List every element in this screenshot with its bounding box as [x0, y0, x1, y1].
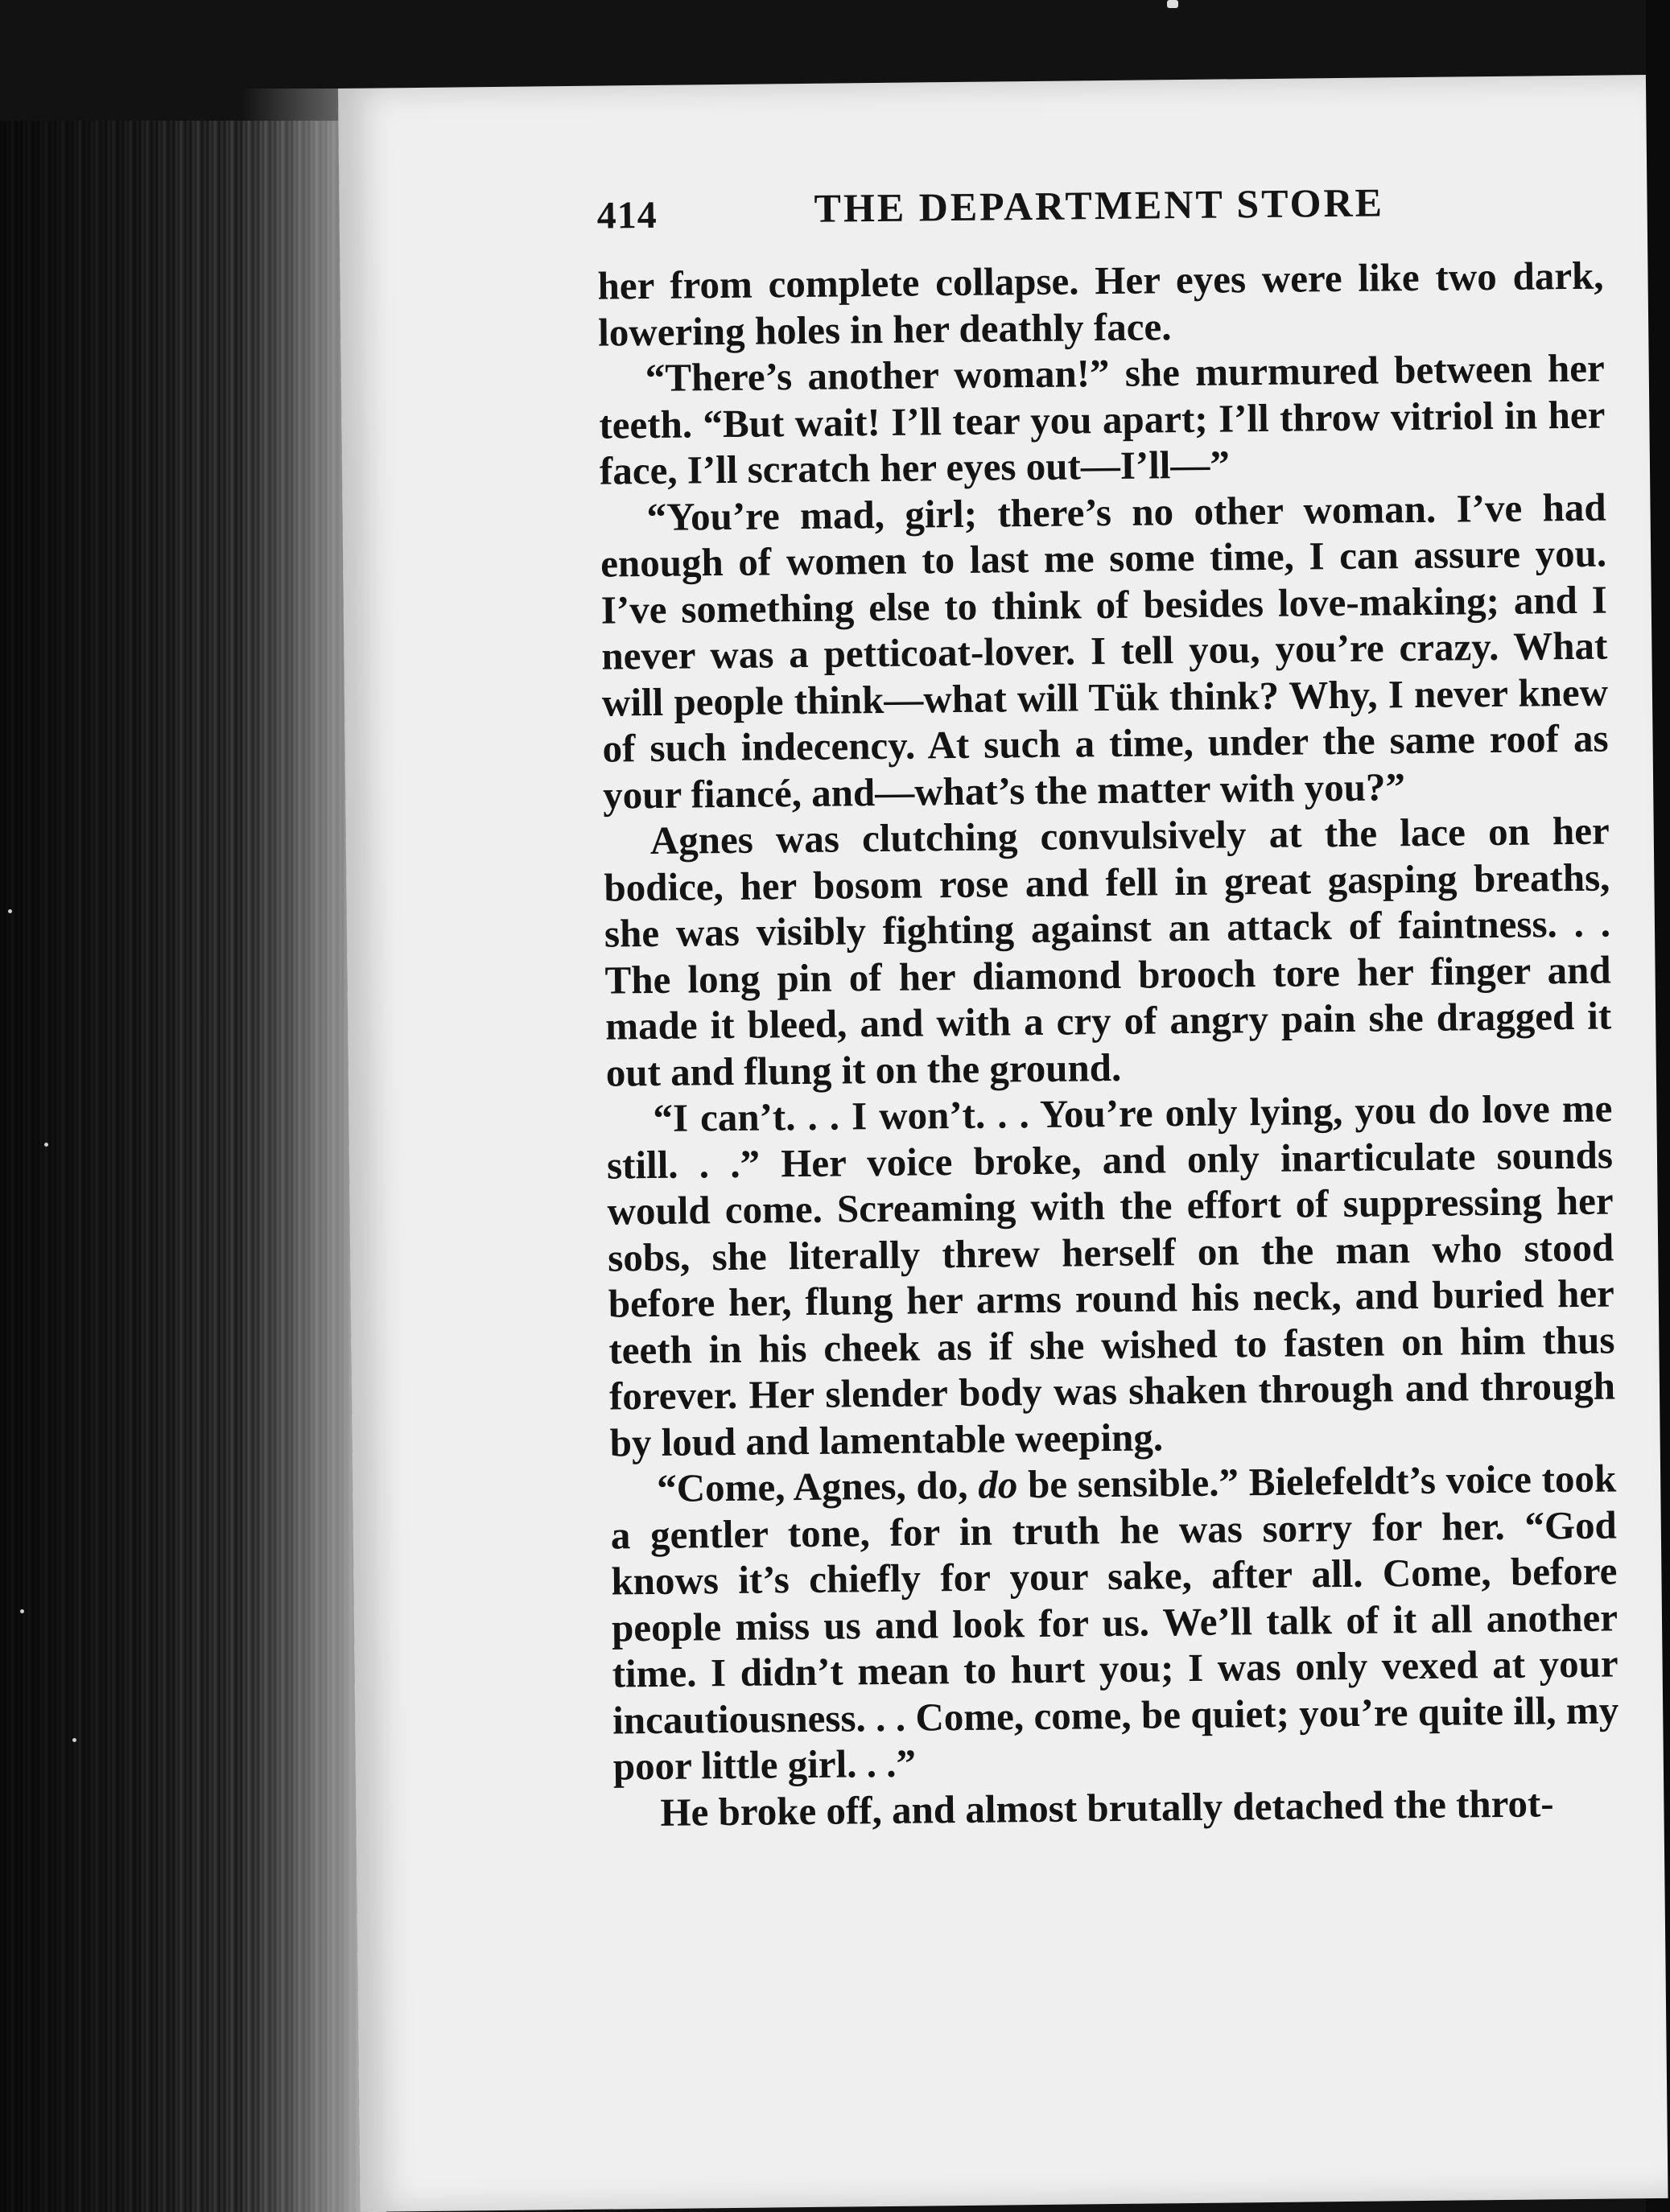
running-head: THE DEPARTMENT STORE	[814, 179, 1385, 231]
speck	[8, 909, 12, 913]
speck	[44, 1143, 48, 1147]
speck	[72, 1738, 76, 1742]
book-page	[338, 75, 1668, 2212]
paragraph: her from complete collapse. Her eyes were like two dark, lowering holes in her deathly face.	[597, 253, 1604, 355]
page-number: 414	[596, 193, 658, 237]
paragraph: “You’re mad, girl; there’s no other woman. I’ve had enough of women to last me some time, I can assure you. I’ve something else to think of besides love-making; and I never was a petticoat-lover. I tell you, you’re crazy. What will people think—what will Tük think? Why, I never knew of such indecency. At such a time, under the same roof as your fiancé, and—what’s the matter with you?”	[600, 484, 1609, 818]
italic-emphasis: do	[977, 1462, 1018, 1507]
page-header	[596, 173, 1507, 239]
paragraph-text: “Come, Agnes, do,	[656, 1462, 979, 1510]
speck	[20, 1609, 24, 1613]
paragraph: Agnes was clutching convulsively at the lace on her bodice, her bosom rose and fell in great gasping breaths, she was visibly fighting against an attack of faintness. . . The long pin of her diamond brooch tore her finger and made it bleed, and with a cry of angry pain she dragged it out and flung it on the ground.	[604, 808, 1612, 1095]
page-body	[597, 253, 1619, 1836]
paragraph: He broke off, and almost brutally detached the throt-	[660, 1780, 1554, 1835]
paragraph	[610, 1455, 1619, 1790]
paragraph: “There’s another woman!” she murmured between her teeth. “But wait! I’ll tear you apart; I’ll throw vitriol in her face, I’ll scratch her eyes out—I’ll—”	[599, 345, 1606, 493]
scan-mark	[1167, 0, 1178, 8]
paragraph: “I can’t. . . I won’t. . . You’re only lying, you do love me still. . .” Her voice broke, and only inarticulate sounds would come. Screaming with the effort of suppressing her sobs, she literally threw herself on the man who stood before her, flung her arms round his neck, and buried her teeth in his cheek as if she wished to fasten on him thus forever. Her slender body was shaken through and through by loud and lamentable weeping.	[606, 1085, 1616, 1465]
paragraph-text: be sensible.” Bielefeldt’s voice took a gentler tone, for in truth he was sorry for her. “God knows it’s chiefly for your sake, after all. Come, before people miss us and look for us. We’ll talk of it all another time. I didn’t mean to hurt you; I was only vexed at your incautiousness. . . Come, come, be quiet; you’re quite ill, my poor little girl. . .”	[610, 1456, 1619, 1789]
